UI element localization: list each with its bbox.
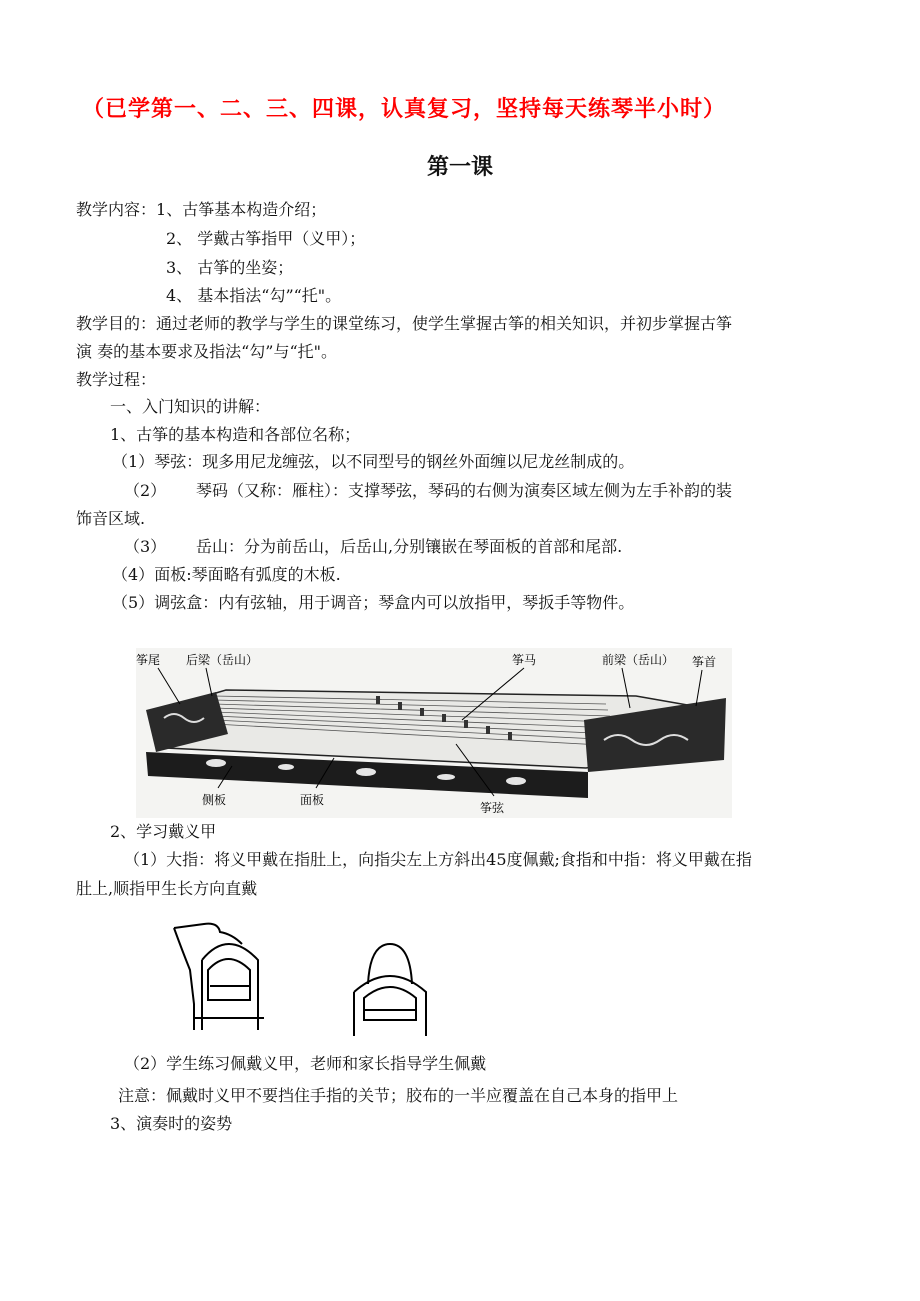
part-1-num: （1）: [112, 452, 155, 471]
content-item-2: 2、 学戴古筝指甲（义甲）；: [166, 229, 366, 248]
part-2-continued: 饰音区域.: [76, 509, 146, 528]
nail-note: 注意：佩戴时义甲不要挡住手指的关节；胶布的一半应覆盖在自己本身的指甲上: [118, 1086, 679, 1105]
guzheng-structure-figure: [136, 648, 732, 818]
part-4-num: （4）: [112, 565, 155, 584]
thumb-nail-diagram: [168, 920, 278, 1034]
process-label: 教学过程：: [76, 370, 157, 389]
part-1: [112, 452, 634, 472]
review-notice: （已学第一、二、三、四课，认真复习，坚持每天练琴半小时）: [82, 97, 727, 122]
label-tail: 筝尾: [136, 653, 161, 667]
nail-line-1: （1）大指：将义甲戴在指肚上，向指尖左上方斜出45度佩戴;食指和中指：将义甲戴在指: [124, 850, 752, 869]
label-string: 筝弦: [480, 801, 505, 815]
part-3-text: 岳山：分为前岳山，后岳山,分别镶嵌在琴面板的首部和尾部.: [196, 537, 623, 556]
label-head: 筝首: [692, 655, 717, 669]
part-5-num: （5）: [112, 593, 155, 612]
label-panel: 面板: [300, 793, 325, 807]
part-5-text: 调弦盒：内有弦轴，用于调音；琴盒内可以放指甲，琴扳手等物件。: [154, 593, 635, 612]
part-3: [124, 537, 622, 557]
goal-line-1: 教学目的：通过老师的教学与学生的课堂练习，使学生掌握古筝的相关知识，并初步掌握古筝: [76, 314, 733, 333]
label-rear-bridge: 后梁（岳山）: [186, 653, 259, 667]
content-item-1: 1、古筝基本构造介绍；: [156, 200, 327, 219]
part-4-text: 面板:琴面略有弧度的木板.: [154, 565, 341, 584]
part-1-text: 琴弦：现多用尼龙缠弦，以不同型号的钢丝外面缠以尼龙丝制成的。: [154, 452, 635, 471]
content-item-3: 3、 古筝的坐姿；: [166, 258, 294, 277]
part-2-text: 琴码（又称：雁柱）：支撑琴弦，琴码的右侧为演奏区域左侧为左手补韵的装: [196, 481, 733, 500]
part-4: [112, 565, 341, 585]
nail-practice: （2）学生练习佩戴义甲，老师和家长指导学生佩戴: [124, 1054, 487, 1073]
part-2: [124, 481, 732, 501]
label-front-bridge: 前梁（岳山）: [602, 653, 675, 667]
nail-line-2: 肚上,顺指甲生长方向直戴: [76, 879, 258, 898]
label-side: 侧板: [202, 793, 227, 807]
lesson-title: 第一课: [426, 155, 493, 180]
section-1-heading: 一、入门知识的讲解：: [110, 397, 271, 416]
part-3-num: （3）: [124, 537, 167, 556]
content-label: [76, 200, 326, 220]
goal-line-2: 演 奏的基本要求及指法“勾”与“托"。: [76, 342, 337, 361]
content-label-text: 教学内容：: [76, 200, 157, 219]
finger-nail-diagram: [340, 940, 440, 1040]
part-5: [112, 593, 634, 613]
sub-3-heading: 3、演奏时的姿势: [110, 1114, 233, 1133]
part-2-num: （2）: [124, 481, 167, 500]
content-item-4: 4、 基本指法“勾”“托"。: [166, 286, 342, 305]
sub-1-heading: 1、古筝的基本构造和各部位名称；: [110, 425, 361, 444]
label-bridge: 筝马: [512, 653, 537, 667]
sub-2-heading: 2、学习戴义甲: [110, 822, 217, 841]
